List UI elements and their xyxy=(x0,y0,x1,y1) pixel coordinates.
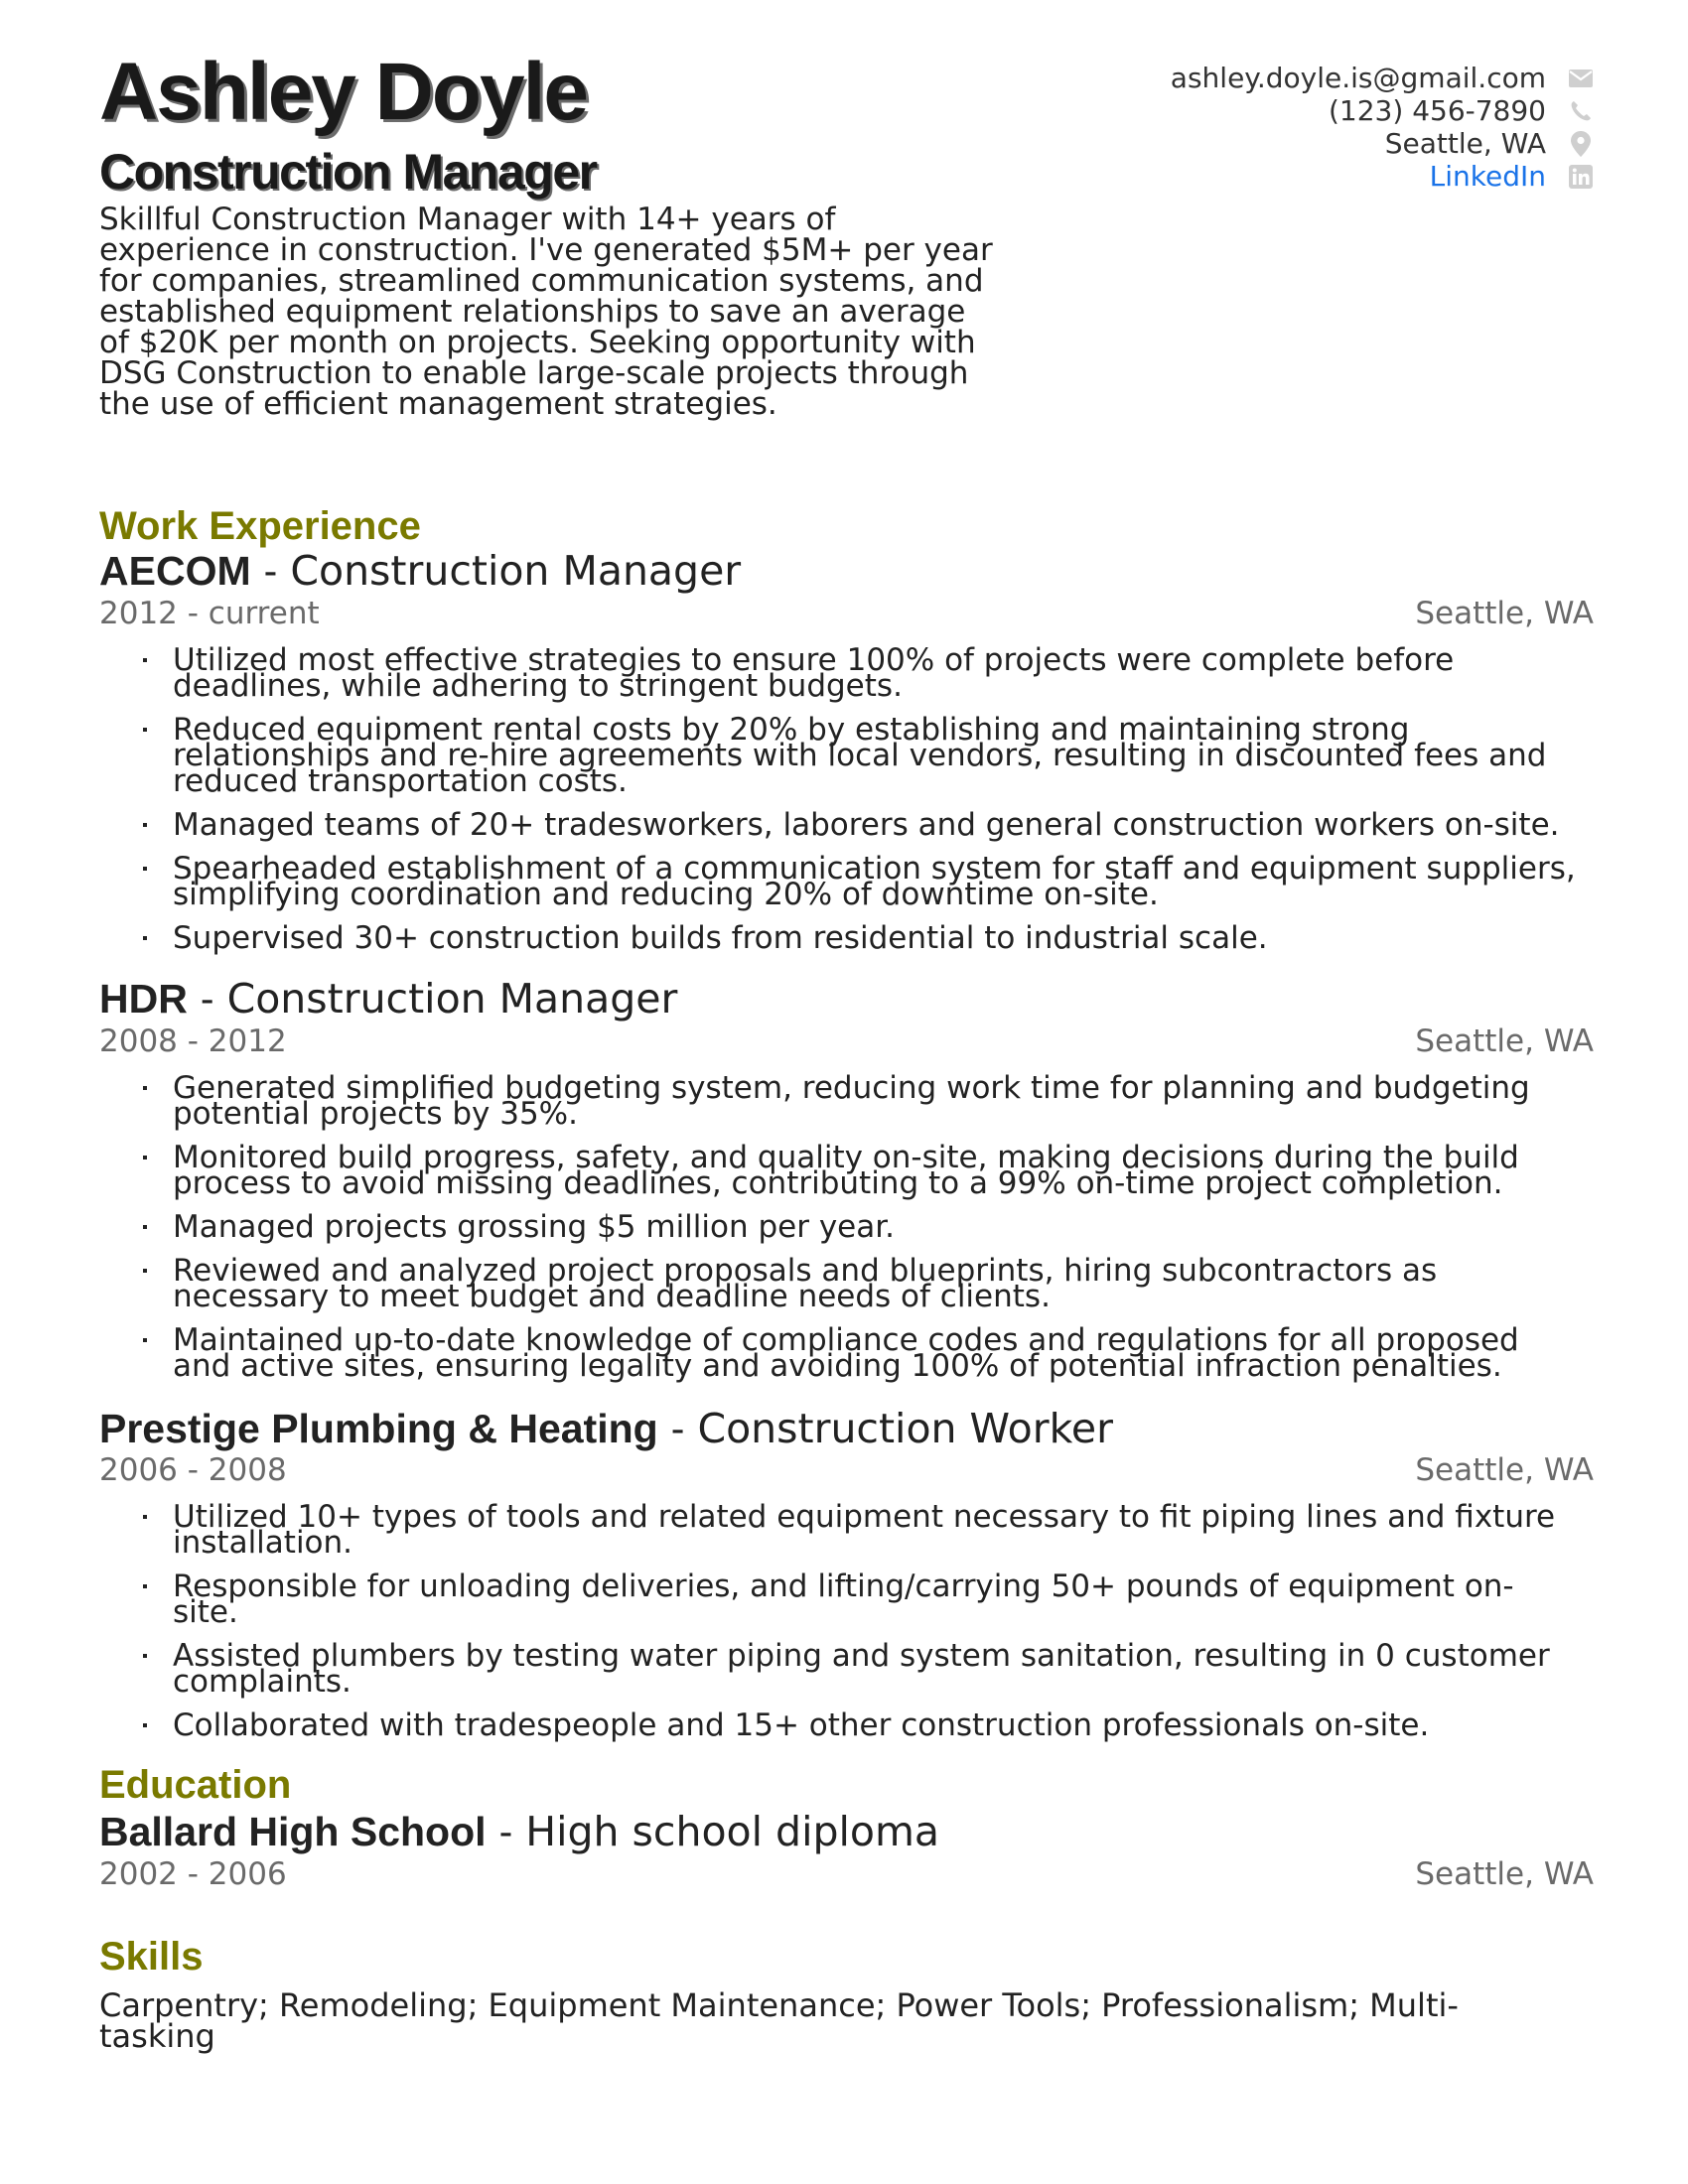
job-dates: 2008 - 2012 xyxy=(99,1024,287,1059)
bullet-item: Generated simplified budgeting system, reducing work time for planning and budgeting potential projects by 35%. xyxy=(139,1075,1579,1127)
bullet-item: Utilized most effective strategies to ensure 100% of projects were complete before deadlines, while adhering to stringent budgets. xyxy=(139,647,1579,699)
job-title: Construction Worker xyxy=(697,1405,1113,1452)
contact-location: Seattle, WA xyxy=(1384,127,1546,160)
job-title: Construction Manager xyxy=(226,975,678,1023)
summary-text: Skillful Construction Manager with 14+ years of experience in construction. I've generated $5M+ per year for companies, streamlined communication systems, and established equipment relationships to save an average of $20K per month on projects. Seeking opportunity with DSG Construction to enable large-scale projects through the use of efficient management strategies. xyxy=(99,202,993,422)
job-dates: 2012 - current xyxy=(99,596,320,631)
bullet-item: Managed teams of 20+ tradesworkers, laborers and general construction workers on-site. xyxy=(139,812,1579,838)
contact-linkedin-row xyxy=(1171,160,1594,193)
bullet-item: Assisted plumbers by testing water piping and system sanitation, resulting in 0 customer complaints. xyxy=(139,1643,1579,1695)
job-meta xyxy=(99,1024,1594,1059)
job-location: Seattle, WA xyxy=(1415,596,1594,631)
job-dates: 2006 - 2008 xyxy=(99,1452,287,1488)
education-heading-line xyxy=(99,1810,939,1854)
school-name: Ballard High School xyxy=(99,1809,487,1854)
bullet-item: Responsible for unloading deliveries, and lifting/carrying 50+ pounds of equipment on-site. xyxy=(139,1573,1579,1625)
education-heading: Education xyxy=(99,1763,292,1807)
skills-list: Carpentry; Remodeling; Equipment Maintenance; Power Tools; Professionalism; Multi-tasking xyxy=(99,1986,1459,2055)
phone-icon xyxy=(1568,98,1594,124)
job-heading xyxy=(99,977,677,1022)
job-title: Construction Manager xyxy=(290,547,742,595)
bullet-item: Managed projects grossing $5 million per year. xyxy=(139,1214,1579,1240)
job-meta xyxy=(99,596,1594,631)
bullet-item: Spearheaded establishment of a communication system for staff and equipment suppliers, simplifying coordination and reducing 20% of downtime on-site. xyxy=(139,856,1579,907)
bullet-item: Collaborated with tradespeople and 15+ other construction professionals on-site. xyxy=(139,1712,1579,1738)
job-heading xyxy=(99,1407,1113,1451)
contact-email[interactable]: ashley.doyle.is@gmail.com xyxy=(1170,62,1546,94)
company-name: AECOM xyxy=(99,548,251,594)
contact-phone-row xyxy=(1171,94,1594,127)
job-bullets xyxy=(139,1070,1579,1397)
skills-heading: Skills xyxy=(99,1935,204,1979)
candidate-title: Construction Manager xyxy=(99,144,597,200)
map-pin-icon xyxy=(1568,131,1594,157)
company-name: Prestige Plumbing & Heating xyxy=(99,1406,658,1451)
job-location: Seattle, WA xyxy=(1415,1024,1594,1059)
candidate-name: Ashley Doyle xyxy=(99,47,587,137)
education-meta xyxy=(99,1856,1594,1892)
bullet-item: Monitored build progress, safety, and quality on-site, making decisions during the build process to avoid missing deadlines, contributing to a 99% on-time project completion. xyxy=(139,1145,1579,1196)
envelope-icon xyxy=(1568,66,1594,91)
job-meta xyxy=(99,1452,1594,1488)
job-bullets xyxy=(139,1499,1579,1756)
job-location: Seattle, WA xyxy=(1415,1452,1594,1488)
bullet-item: Reviewed and analyzed project proposals and blueprints, hiring subcontractors as necessary to meet budget and deadline needs of clients. xyxy=(139,1258,1579,1309)
heading-separator: - xyxy=(263,548,278,594)
bullet-item: Supervised 30+ construction builds from residential to industrial scale. xyxy=(139,925,1579,951)
degree-name: High school diploma xyxy=(525,1808,940,1855)
heading-separator: - xyxy=(498,1809,513,1854)
work-experience-heading: Work Experience xyxy=(99,504,421,548)
job-bullets xyxy=(139,642,1579,969)
company-name: HDR xyxy=(99,976,188,1022)
job-heading xyxy=(99,549,741,594)
heading-separator: - xyxy=(670,1406,685,1451)
bullet-item: Reduced equipment rental costs by 20% by establishing and maintaining strong relationships and re-hire agreements with local vendors, resulting in discounted fees and reduced transportation costs. xyxy=(139,717,1579,794)
linkedin-icon[interactable] xyxy=(1568,164,1594,190)
contact-email-row xyxy=(1171,62,1594,94)
contact-phone[interactable]: (123) 456-7890 xyxy=(1329,94,1546,127)
education-dates: 2002 - 2006 xyxy=(99,1856,287,1892)
heading-separator: - xyxy=(200,976,214,1022)
linkedin-link[interactable]: LinkedIn xyxy=(1429,160,1546,193)
contact-location-row xyxy=(1171,127,1594,160)
bullet-item: Utilized 10+ types of tools and related equipment necessary to fit piping lines and fixture installation. xyxy=(139,1504,1579,1556)
bullet-item: Maintained up-to-date knowledge of compliance codes and regulations for all proposed and active sites, ensuring legality and avoiding 100% of potential infraction penalties. xyxy=(139,1327,1579,1379)
contact-block xyxy=(1171,62,1594,193)
education-location: Seattle, WA xyxy=(1415,1856,1594,1892)
